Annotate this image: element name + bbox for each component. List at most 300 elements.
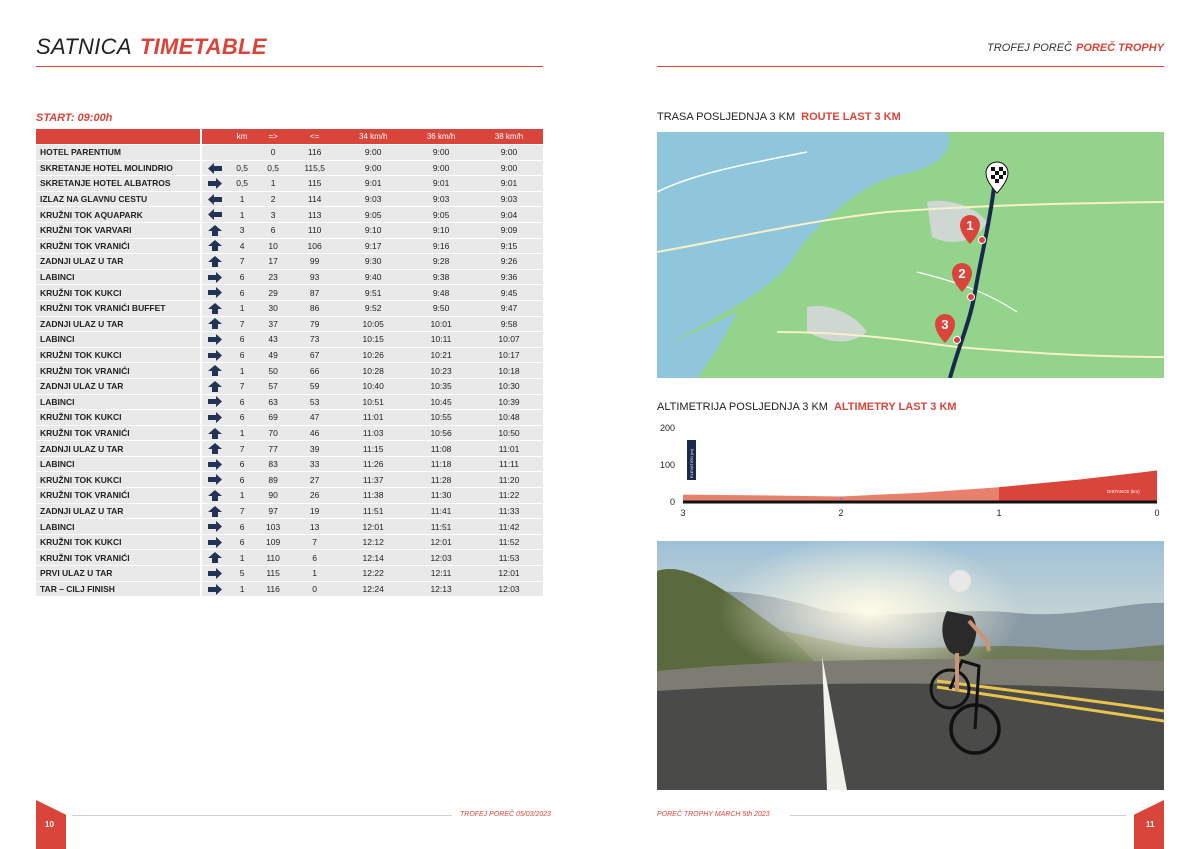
row-back: 33 xyxy=(290,457,339,472)
table-row xyxy=(36,270,543,285)
page-title xyxy=(36,34,267,60)
row-time-34: 12:24 xyxy=(339,582,407,597)
row-forward: 115 xyxy=(256,566,290,581)
row-back: 110 xyxy=(290,223,339,238)
row-time-34: 9:03 xyxy=(339,192,407,207)
arrow-left-icon xyxy=(208,194,222,205)
row-forward: 83 xyxy=(256,457,290,472)
row-km xyxy=(228,145,256,160)
row-name: KRUŽNI TOK VRANIĆI xyxy=(36,488,202,503)
row-time-38: 10:17 xyxy=(475,348,543,363)
table-row xyxy=(36,207,543,222)
row-time-38: 11:33 xyxy=(475,504,543,519)
row-name: ZADNJI ULAZ U TAR xyxy=(36,379,202,394)
row-direction xyxy=(202,519,228,534)
row-back: 115,5 xyxy=(290,161,339,176)
row-time-36: 9:48 xyxy=(407,285,475,300)
arrow-up-icon xyxy=(208,240,222,251)
row-time-34: 11:37 xyxy=(339,472,407,487)
row-time-38: 11:20 xyxy=(475,472,543,487)
title-english: TIMETABLE xyxy=(139,34,267,59)
row-back: 66 xyxy=(290,363,339,378)
altimetry-svg xyxy=(657,420,1164,530)
row-km: 1 xyxy=(228,192,256,207)
row-time-34: 12:22 xyxy=(339,566,407,581)
row-time-38: 11:42 xyxy=(475,519,543,534)
row-direction xyxy=(202,254,228,269)
row-back: 27 xyxy=(290,472,339,487)
row-name: HOTEL PARENTIUM xyxy=(36,145,202,160)
row-direction xyxy=(202,176,228,191)
table-row xyxy=(36,504,543,519)
row-time-38: 10:48 xyxy=(475,410,543,425)
page-number-right: 11 xyxy=(1146,820,1155,829)
row-km: 7 xyxy=(228,254,256,269)
row-back: 67 xyxy=(290,348,339,363)
row-forward: 49 xyxy=(256,348,290,363)
row-time-36: 12:11 xyxy=(407,566,475,581)
y-tick-label: 200 xyxy=(659,423,675,433)
row-name: LABINCI xyxy=(36,395,202,410)
arrow-up-icon xyxy=(208,256,222,267)
footer-right: POREČ TROPHY MARCH 5th 2023 xyxy=(657,811,770,818)
row-time-38: 10:39 xyxy=(475,395,543,410)
row-time-34: 10:28 xyxy=(339,363,407,378)
row-km: 1 xyxy=(228,363,256,378)
row-forward: 37 xyxy=(256,317,290,332)
row-time-36: 9:05 xyxy=(407,207,475,222)
row-time-38: 9:36 xyxy=(475,270,543,285)
altimetry-title-english: ALTIMETRY LAST 3 KM xyxy=(833,401,957,413)
row-direction xyxy=(202,504,228,519)
row-km: 5 xyxy=(228,566,256,581)
row-time-34: 10:15 xyxy=(339,332,407,347)
row-direction xyxy=(202,192,228,207)
table-row xyxy=(36,395,543,410)
table-row xyxy=(36,317,543,332)
row-time-36: 10:23 xyxy=(407,363,475,378)
row-forward: 23 xyxy=(256,270,290,285)
row-forward: 2 xyxy=(256,192,290,207)
row-time-34: 9:05 xyxy=(339,207,407,222)
arrow-up-icon xyxy=(208,443,222,454)
row-time-36: 9:16 xyxy=(407,239,475,254)
table-row xyxy=(36,582,543,597)
row-name: KRUŽNI TOK VRANIĆI xyxy=(36,550,202,565)
row-name: SKRETANJE HOTEL MOLINDRIO xyxy=(36,161,202,176)
row-back: 19 xyxy=(290,504,339,519)
arrow-up-icon xyxy=(208,365,222,376)
row-name: KRUŽNI TOK KUKCI xyxy=(36,285,202,300)
table-row xyxy=(36,145,543,160)
row-time-36: 11:41 xyxy=(407,504,475,519)
row-direction xyxy=(202,348,228,363)
row-time-38: 9:26 xyxy=(475,254,543,269)
row-direction xyxy=(202,426,228,441)
row-km: 6 xyxy=(228,348,256,363)
row-time-34: 9:10 xyxy=(339,223,407,238)
table-row xyxy=(36,254,543,269)
row-time-34: 10:05 xyxy=(339,317,407,332)
row-back: 87 xyxy=(290,285,339,300)
row-time-34: 9:52 xyxy=(339,301,407,316)
table-row xyxy=(36,332,543,347)
arrow-left-icon xyxy=(208,209,222,220)
row-km: 0,5 xyxy=(228,161,256,176)
row-time-36: 10:55 xyxy=(407,410,475,425)
row-km: 1 xyxy=(228,550,256,565)
row-forward: 70 xyxy=(256,426,290,441)
row-name: ZADNJI ULAZ U TAR xyxy=(36,504,202,519)
row-forward: 110 xyxy=(256,550,290,565)
row-back: 93 xyxy=(290,270,339,285)
header-rule-left xyxy=(36,66,543,67)
row-time-34: 9:40 xyxy=(339,270,407,285)
arrow-left-icon xyxy=(208,163,222,174)
x-axis-label: DISTANCE (km) xyxy=(1107,489,1140,494)
row-direction xyxy=(202,285,228,300)
row-forward: 10 xyxy=(256,239,290,254)
row-time-38: 11:01 xyxy=(475,441,543,456)
row-forward: 63 xyxy=(256,395,290,410)
marker-3-label: 3 xyxy=(941,317,949,332)
row-time-38: 9:09 xyxy=(475,223,543,238)
row-name: KRUŽNI TOK VRANIĆI xyxy=(36,426,202,441)
row-time-36: 12:01 xyxy=(407,535,475,550)
row-back: 26 xyxy=(290,488,339,503)
row-time-34: 12:01 xyxy=(339,519,407,534)
row-forward: 17 xyxy=(256,254,290,269)
row-forward: 77 xyxy=(256,441,290,456)
table-row xyxy=(36,519,543,534)
row-direction xyxy=(202,457,228,472)
row-time-36: 10:35 xyxy=(407,379,475,394)
table-row xyxy=(36,457,543,472)
row-km: 7 xyxy=(228,379,256,394)
start-time: START: 09:00h xyxy=(36,112,113,124)
row-name: ZADNJI ULAZ U TAR xyxy=(36,254,202,269)
col-header-name xyxy=(36,129,202,144)
row-time-36: 10:11 xyxy=(407,332,475,347)
row-direction xyxy=(202,301,228,316)
row-name: KRUŽNI TOK VRANIĆI xyxy=(36,363,202,378)
row-time-36: 9:03 xyxy=(407,192,475,207)
arrow-up-icon xyxy=(208,490,222,501)
y-tick-label: 100 xyxy=(659,460,675,470)
row-time-36: 9:28 xyxy=(407,254,475,269)
row-back: 114 xyxy=(290,192,339,207)
row-forward: 103 xyxy=(256,519,290,534)
row-time-34: 10:51 xyxy=(339,395,407,410)
header-croatian: TROFEJ POREČ xyxy=(987,42,1072,54)
row-direction xyxy=(202,379,228,394)
table-row xyxy=(36,441,543,456)
arrow-right-icon xyxy=(208,521,222,532)
row-name: ZADNJI ULAZ U TAR xyxy=(36,441,202,456)
row-time-36: 9:00 xyxy=(407,161,475,176)
row-time-34: 11:03 xyxy=(339,426,407,441)
row-time-34: 9:00 xyxy=(339,145,407,160)
row-name: TAR – CILJ FINISH xyxy=(36,582,202,597)
arrow-right-icon xyxy=(208,568,222,579)
row-name: KRUŽNI TOK VRANIĆI xyxy=(36,239,202,254)
footer-left: TROFEJ POREČ 05/03/2023 xyxy=(460,811,552,818)
row-back: 47 xyxy=(290,410,339,425)
arrow-right-icon xyxy=(208,350,222,361)
row-back: 53 xyxy=(290,395,339,410)
row-direction xyxy=(202,207,228,222)
row-km: 6 xyxy=(228,472,256,487)
row-back: 73 xyxy=(290,332,339,347)
table-row xyxy=(36,285,543,300)
table-row xyxy=(36,426,543,441)
row-time-38: 9:00 xyxy=(475,161,543,176)
table-row xyxy=(36,410,543,425)
row-time-38: 10:50 xyxy=(475,426,543,441)
y-axis-label: ELEVATION (m) xyxy=(689,449,694,478)
arrow-right-icon xyxy=(208,474,222,485)
row-forward: 90 xyxy=(256,488,290,503)
row-back: 113 xyxy=(290,207,339,222)
arrow-right-icon xyxy=(208,272,222,283)
route-title xyxy=(657,111,901,123)
row-name: PRVI ULAZ U TAR xyxy=(36,566,202,581)
row-time-36: 9:01 xyxy=(407,176,475,191)
row-direction xyxy=(202,239,228,254)
marker-1-label: 1 xyxy=(966,218,974,233)
row-time-36: 9:38 xyxy=(407,270,475,285)
row-time-38: 10:18 xyxy=(475,363,543,378)
row-time-36: 10:21 xyxy=(407,348,475,363)
row-time-38: 9:58 xyxy=(475,317,543,332)
cyclist-photo xyxy=(657,541,1164,790)
row-km: 1 xyxy=(228,582,256,597)
row-name: LABINCI xyxy=(36,519,202,534)
row-direction xyxy=(202,363,228,378)
row-time-34: 9:17 xyxy=(339,239,407,254)
row-km: 6 xyxy=(228,395,256,410)
table-row xyxy=(36,535,543,550)
header-rule-right xyxy=(657,66,1164,67)
table-row xyxy=(36,301,543,316)
row-km: 7 xyxy=(228,441,256,456)
row-time-36: 12:13 xyxy=(407,582,475,597)
row-time-38: 11:52 xyxy=(475,535,543,550)
row-time-36: 9:50 xyxy=(407,301,475,316)
header-english: POREČ TROPHY xyxy=(1075,42,1164,54)
row-time-34: 11:51 xyxy=(339,504,407,519)
row-time-34: 9:51 xyxy=(339,285,407,300)
row-forward: 50 xyxy=(256,363,290,378)
table-row xyxy=(36,472,543,487)
row-time-38: 9:03 xyxy=(475,192,543,207)
timetable-header-row xyxy=(36,129,543,144)
row-back: 13 xyxy=(290,519,339,534)
row-back: 116 xyxy=(290,145,339,160)
row-time-36: 10:45 xyxy=(407,395,475,410)
row-time-38: 9:47 xyxy=(475,301,543,316)
row-time-38: 10:07 xyxy=(475,332,543,347)
row-forward: 57 xyxy=(256,379,290,394)
row-back: 7 xyxy=(290,535,339,550)
route-map xyxy=(657,132,1164,378)
table-row xyxy=(36,192,543,207)
x-tick-label: 3 xyxy=(680,508,686,518)
footer-rule-right xyxy=(790,815,1126,816)
row-km: 1 xyxy=(228,426,256,441)
row-back: 0 xyxy=(290,582,339,597)
route-title-croatian: TRASA POSLJEDNJA 3 KM xyxy=(657,111,796,123)
arrow-right-icon xyxy=(208,334,222,345)
row-name: ZADNJI ULAZ U TAR xyxy=(36,317,202,332)
row-direction xyxy=(202,582,228,597)
row-km: 3 xyxy=(228,223,256,238)
arrow-up-icon xyxy=(208,225,222,236)
x-tick-label: 2 xyxy=(838,508,844,518)
row-name: KRUŽNI TOK KUKCI xyxy=(36,472,202,487)
row-time-36: 11:28 xyxy=(407,472,475,487)
row-name: LABINCI xyxy=(36,270,202,285)
title-croatian: SATNICA xyxy=(36,34,132,59)
row-direction xyxy=(202,317,228,332)
table-row xyxy=(36,239,543,254)
x-tick-label: 0 xyxy=(1154,508,1160,518)
row-name: KRUŽNI TOK VRANIĆI BUFFET xyxy=(36,301,202,316)
row-time-38: 12:01 xyxy=(475,566,543,581)
row-back: 1 xyxy=(290,566,339,581)
row-time-34: 11:15 xyxy=(339,441,407,456)
row-time-38: 10:30 xyxy=(475,379,543,394)
arrow-up-icon xyxy=(208,552,222,563)
row-direction xyxy=(202,145,228,160)
header-right xyxy=(987,42,1164,54)
row-forward: 30 xyxy=(256,301,290,316)
arrow-right-icon xyxy=(208,459,222,470)
arrow-right-icon xyxy=(208,537,222,548)
arrow-up-icon xyxy=(208,428,222,439)
marker-2-label: 2 xyxy=(958,266,966,281)
row-back: 86 xyxy=(290,301,339,316)
row-name: IZLAZ NA GLAVNU CESTU xyxy=(36,192,202,207)
row-direction xyxy=(202,441,228,456)
row-forward: 109 xyxy=(256,535,290,550)
row-back: 46 xyxy=(290,426,339,441)
col-header-38kmh: 38 km/h xyxy=(475,129,543,144)
row-time-36: 9:10 xyxy=(407,223,475,238)
row-km: 6 xyxy=(228,457,256,472)
timetable xyxy=(36,128,543,597)
row-km: 4 xyxy=(228,239,256,254)
row-time-38: 12:03 xyxy=(475,582,543,597)
row-time-38: 11:22 xyxy=(475,488,543,503)
row-forward: 3 xyxy=(256,207,290,222)
arrow-up-icon xyxy=(208,381,222,392)
row-direction xyxy=(202,332,228,347)
row-direction xyxy=(202,566,228,581)
row-direction xyxy=(202,472,228,487)
row-name: KRUŽNI TOK AQUAPARK xyxy=(36,207,202,222)
row-direction xyxy=(202,223,228,238)
row-back: 6 xyxy=(290,550,339,565)
row-km: 6 xyxy=(228,270,256,285)
arrow-right-icon xyxy=(208,396,222,407)
row-km: 6 xyxy=(228,332,256,347)
row-time-34: 12:14 xyxy=(339,550,407,565)
row-forward: 0 xyxy=(256,145,290,160)
row-time-34: 10:40 xyxy=(339,379,407,394)
row-time-36: 11:30 xyxy=(407,488,475,503)
row-back: 59 xyxy=(290,379,339,394)
row-direction xyxy=(202,161,228,176)
row-km: 6 xyxy=(228,519,256,534)
table-row xyxy=(36,348,543,363)
arrow-up-icon xyxy=(208,318,222,329)
col-header-km: km xyxy=(228,129,256,144)
row-time-38: 9:15 xyxy=(475,239,543,254)
row-time-38: 11:11 xyxy=(475,457,543,472)
row-name: LABINCI xyxy=(36,457,202,472)
arrow-right-icon xyxy=(208,178,222,189)
row-forward: 116 xyxy=(256,582,290,597)
row-time-34: 11:01 xyxy=(339,410,407,425)
arrow-up-icon xyxy=(208,506,222,517)
row-time-34: 9:30 xyxy=(339,254,407,269)
altimetry-title xyxy=(657,401,957,413)
col-header-direction xyxy=(202,129,228,144)
col-header-36kmh: 36 km/h xyxy=(407,129,475,144)
table-row xyxy=(36,566,543,581)
col-header-back: <= xyxy=(290,129,339,144)
row-back: 106 xyxy=(290,239,339,254)
row-name: SKRETANJE HOTEL ALBATROS xyxy=(36,176,202,191)
row-km: 6 xyxy=(228,285,256,300)
altimetry-chart xyxy=(657,420,1164,530)
row-time-34: 9:01 xyxy=(339,176,407,191)
table-row xyxy=(36,223,543,238)
row-forward: 69 xyxy=(256,410,290,425)
elevation-area-last-km xyxy=(999,471,1157,502)
row-direction xyxy=(202,395,228,410)
row-time-36: 11:51 xyxy=(407,519,475,534)
row-time-36: 11:18 xyxy=(407,457,475,472)
row-time-38: 9:04 xyxy=(475,207,543,222)
route-title-english: ROUTE LAST 3 KM xyxy=(801,111,901,123)
row-name: KRUŽNI TOK KUKCI xyxy=(36,535,202,550)
row-time-38: 9:00 xyxy=(475,145,543,160)
row-time-36: 10:56 xyxy=(407,426,475,441)
cyclist-photo-graphic xyxy=(657,541,1164,790)
row-km: 1 xyxy=(228,301,256,316)
row-time-38: 11:53 xyxy=(475,550,543,565)
row-time-38: 9:45 xyxy=(475,285,543,300)
row-km: 6 xyxy=(228,410,256,425)
row-back: 79 xyxy=(290,317,339,332)
arrow-right-icon xyxy=(208,287,222,298)
col-header-34kmh: 34 km/h xyxy=(339,129,407,144)
row-km: 0,5 xyxy=(228,176,256,191)
row-direction xyxy=(202,488,228,503)
row-forward: 1 xyxy=(256,176,290,191)
table-row xyxy=(36,363,543,378)
row-km: 6 xyxy=(228,535,256,550)
row-forward: 89 xyxy=(256,472,290,487)
row-time-36: 9:00 xyxy=(407,145,475,160)
row-name: KRUŽNI TOK VARVARI xyxy=(36,223,202,238)
row-direction xyxy=(202,410,228,425)
row-km: 1 xyxy=(228,488,256,503)
row-name: LABINCI xyxy=(36,332,202,347)
row-time-34: 11:38 xyxy=(339,488,407,503)
